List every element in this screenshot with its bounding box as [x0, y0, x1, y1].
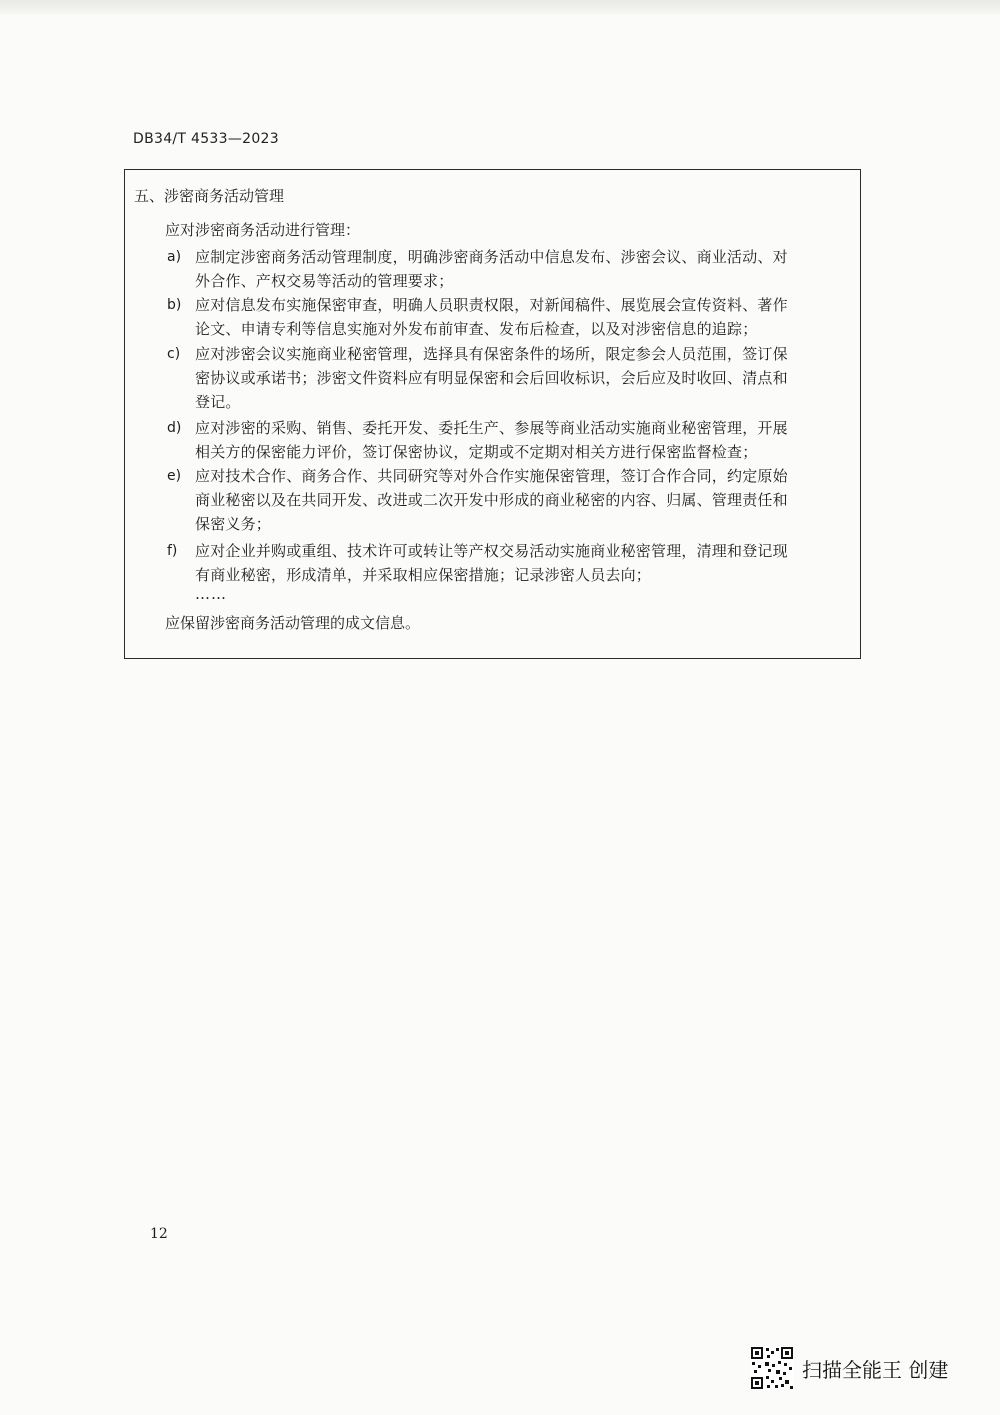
closing-text: 应保留涉密商务活动管理的成文信息。	[165, 614, 421, 632]
list-line: 保密义务；	[195, 515, 272, 533]
list-line: 商业秘密以及在共同开发、改进或二次开发中形成的商业秘密的内容、归属、管理责任和	[195, 491, 788, 509]
list-line: 登记。	[195, 393, 241, 411]
list-line: 应制定涉密商务活动管理制度，明确涉密商务活动中信息发布、涉密会议、商业活动、对	[195, 248, 788, 266]
content-box	[124, 169, 861, 659]
qr-code-icon	[750, 1346, 794, 1390]
list-line: 有商业秘密，形成清单，并采取相应保密措施；记录涉密人员去向；	[195, 566, 652, 584]
list-line: 应对企业并购或重组、技术许可或转让等产权交易活动实施商业秘密管理，清理和登记现	[195, 542, 788, 560]
section-title: 五、涉密商务活动管理	[134, 187, 285, 205]
list-line: 论文、申请专利等信息实施对外发布前审查、发布后检查，以及对涉密信息的追踪；	[195, 320, 758, 338]
scanner-watermark	[750, 1346, 948, 1390]
watermark-label: 扫描全能王 创建	[802, 1357, 949, 1382]
scan-top-edge	[0, 0, 1000, 14]
document-code: DB34/T 4533—2023	[133, 131, 279, 147]
ellipsis: ……	[195, 585, 227, 603]
list-line: 应对信息发布实施保密审查，明确人员职责权限，对新闻稿件、展览展会宣传资料、著作	[195, 296, 788, 314]
list-line: 应对涉密的采购、销售、委托开发、委托生产、参展等商业活动实施商业秘密管理，开展	[195, 419, 788, 437]
list-line: 密协议或承诺书；涉密文件资料应有明显保密和会后回收标识，会后应及时收回、清点和	[195, 369, 788, 387]
list-marker: c)	[167, 346, 181, 362]
list-marker: f)	[167, 543, 178, 559]
page-number: 12	[150, 1226, 168, 1242]
list-line: 应对技术合作、商务合作、共同研究等对外合作实施保密管理，签订合作合同，约定原始	[195, 467, 788, 485]
list-marker: e)	[167, 468, 182, 484]
list-marker: a)	[167, 249, 182, 265]
list-line: 外合作、产权交易等活动的管理要求；	[195, 272, 454, 290]
list-line: 应对涉密会议实施商业秘密管理，选择具有保密条件的场所，限定参会人员范围，签订保	[195, 345, 788, 363]
list-marker: b)	[167, 297, 182, 313]
list-line: 相关方的保密能力评价，签订保密协议，定期或不定期对相关方进行保密监督检查；	[195, 443, 758, 461]
list-marker: d)	[167, 420, 182, 436]
intro-text: 应对涉密商务活动进行管理：	[165, 221, 361, 239]
